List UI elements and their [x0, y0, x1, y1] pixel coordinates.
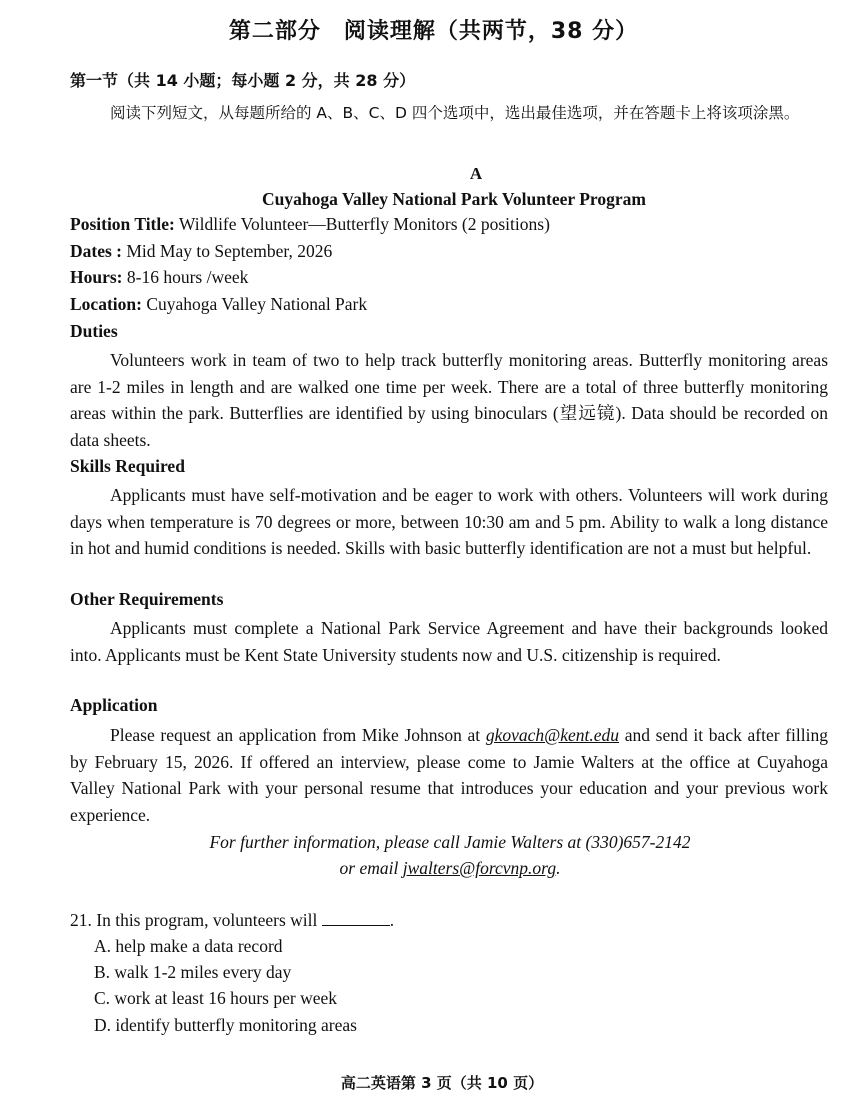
question-end: .	[389, 910, 395, 930]
passage-heading: Cuyahoga Valley National Park Volunteer Program	[262, 189, 646, 209]
contact-email-suffix: .	[556, 858, 561, 878]
contact-email-link[interactable]: jwalters@forcvnp.org	[402, 858, 557, 878]
option-c[interactable]: C. work at least 16 hours per week	[94, 988, 337, 1008]
duties-heading: Duties	[70, 321, 118, 341]
field-label: Position Title:	[70, 214, 175, 234]
field-value: Cuyahoga Valley National Park	[141, 294, 368, 314]
option-d[interactable]: D. identify butterfly monitoring areas	[94, 1015, 357, 1035]
application-email-link[interactable]: gkovach@kent.edu	[485, 725, 620, 745]
field-hours	[70, 267, 248, 288]
application-text-start: Please request an application from Mike Johnson at	[110, 725, 486, 745]
field-value: Mid May to September, 2026	[122, 241, 333, 261]
part-title: 第二部分 阅读理解（共两节，38 分）	[228, 19, 639, 44]
passage-label: A	[469, 164, 483, 183]
question-text: 21. In this program, volunteers will	[70, 910, 322, 930]
option-b[interactable]: B. walk 1-2 miles every day	[94, 962, 292, 982]
field-dates	[70, 241, 332, 262]
field-value: Wildlife Volunteer—Butterfly Monitors (2 positions)	[174, 214, 550, 234]
field-label: Location:	[70, 294, 142, 314]
page-footer: 高二英语第 3 页（共 10 页）	[340, 1074, 544, 1092]
instructions: 阅读下列短文，从每题所给的 A、B、C、D 四个选项中，选出最佳选项，并在答题卡上将该项涂黑。	[110, 104, 800, 122]
question-stem	[70, 910, 394, 931]
other-requirements-heading: Other Requirements	[70, 589, 224, 609]
duties-paragraph: Volunteers work in team of two to help track butterfly monitoring areas. Butterfly monitoring areas are 1-2 miles in length and are walked one time per week. There are a total of three butterfly monitoring areas within the park. Butterflies are identified by using binoculars (望远镜). Data should be recorded on data sheets.	[70, 350, 828, 451]
contact-phone-line: For further information, please call Jamie Walters at (330)657-2142	[209, 832, 691, 852]
skills-paragraph: Applicants must have self-motivation and be eager to work with others. Volunteers will work during days when temperature is 70 degrees or more, between 10:30 am and 5 pm. Ability to walk a long distance in hot and humid conditions is needed. Skills with basic butterfly identification are not a must but helpful.	[70, 485, 828, 559]
field-label: Dates :	[70, 241, 122, 261]
application-paragraph	[70, 722, 828, 829]
answer-blank	[322, 911, 390, 926]
other-requirements-paragraph: Applicants must complete a National Park Service Agreement and have their backgrounds looked into. Applicants must be Kent State University students now and U.S. citizenship is required.	[70, 618, 828, 665]
field-value: 8-16 hours /week	[122, 267, 249, 287]
contact-email-line	[0, 855, 867, 882]
application-text-end: and send it back after filling by February 15, 2026. If offered an interview, please come to Jamie Walters at the office at Cuyahoga Valley National Park with your personal resume that introduces your education and your previous work experience.	[70, 725, 829, 826]
contact-email-prefix: or email	[339, 858, 403, 878]
application-heading: Application	[70, 695, 158, 715]
skills-heading: Skills Required	[70, 456, 185, 476]
section-title: 第一节（共 14 小题；每小题 2 分，共 28 分）	[70, 71, 416, 90]
option-a[interactable]: A. help make a data record	[94, 936, 283, 956]
field-label: Hours:	[70, 267, 123, 287]
field-position-title	[70, 214, 550, 235]
field-location	[70, 294, 367, 315]
